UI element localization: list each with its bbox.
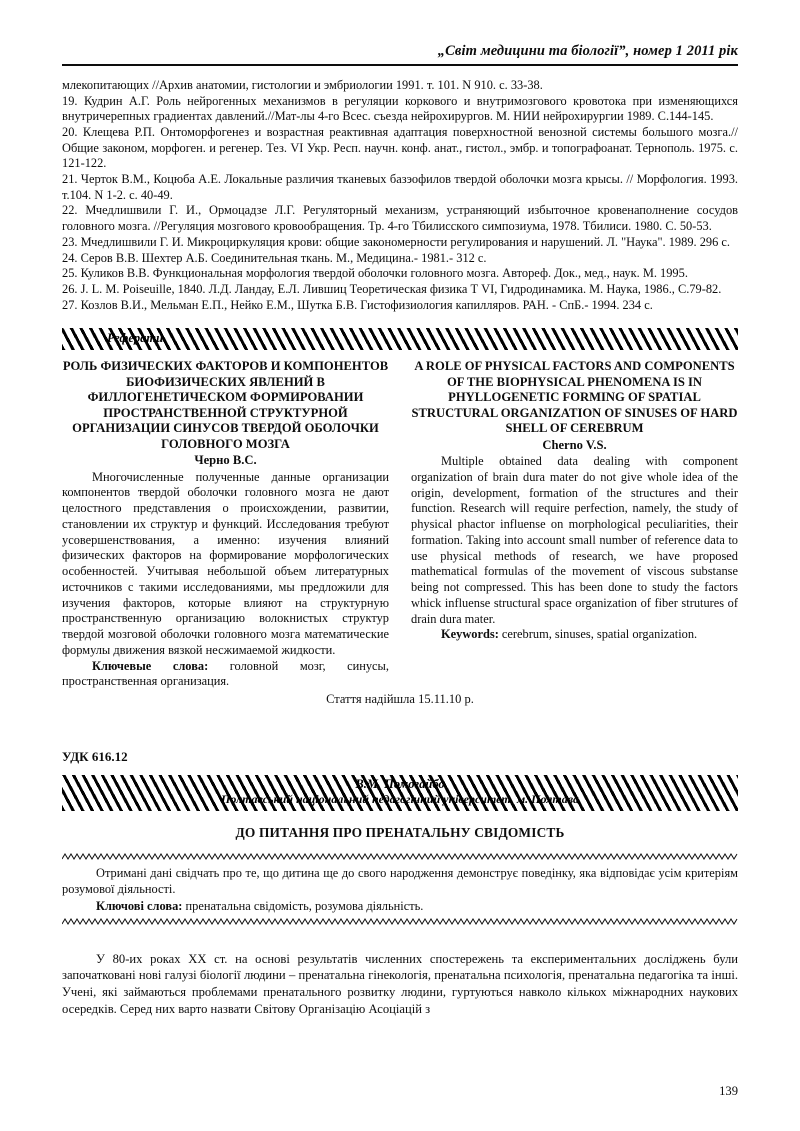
reference-item: 19. Кудрин А.Г. Роль нейрогенных механизмов в регуляции коркового и внутримозгового кровотока при изменяющихся внутричерепных градиентах давлений.//Мат-лы 4-го Всес. съезда нейрохирургов. М. НИИ нейрохирургии 1989. С.144-145. bbox=[62, 93, 738, 124]
article-author: В.М. Помогайбо bbox=[355, 777, 445, 792]
section-band-label: Реферати bbox=[107, 331, 164, 346]
running-head-rule bbox=[62, 64, 738, 66]
article-affiliation: Полтавський національний педагогічний університет, м. Полтава bbox=[221, 792, 579, 807]
article-keywords-label: Ключові слова: bbox=[96, 898, 183, 913]
abstract-author-ru: Черно В.С. bbox=[194, 453, 257, 468]
reference-item: 25. Куликов В.В. Функциональная морфология твердой оболочки головного мозга. Автореф. Док., мед., наук. М. 1995. bbox=[62, 266, 688, 281]
reference-item: млекопитающих //Архив анатомии, гистологии и эмбриологии 1991. т. 101. N 910. с. 33-38. bbox=[62, 77, 543, 92]
abstract-keywords-ru bbox=[62, 659, 389, 691]
abstract-keywords-label-en: Keywords: bbox=[441, 627, 499, 642]
article-keywords bbox=[62, 899, 738, 915]
section-band-abstracts bbox=[62, 328, 738, 350]
abstract-column-ru bbox=[62, 359, 389, 690]
abstract-keywords-value-en: cerebrum, sinuses, spatial organization. bbox=[498, 627, 698, 642]
article-abstract: Отримані дані свідчать про те, що дитина ще до свого народження демонструє поведінку, яка відповідає усім критеріям розумової діяльності. bbox=[62, 866, 738, 896]
abstract-column-en bbox=[411, 359, 738, 690]
abstract-keywords-value-ru: головной мозг, синусы, пространственная организация. bbox=[62, 658, 389, 689]
reference-item: 21. Черток В.М., Коцюба А.Е. Локальные различия тканевых базэофилов твердой оболочки мозга крысы. // Морфология. 1993. т.104. N 1-2. с. 40-49. bbox=[62, 172, 738, 202]
wavy-divider-top bbox=[62, 853, 738, 860]
abstract-body-en: Multiple obtained data dealing with component organization of brain dura mater do not give whole idea of the origin, development, formation of the structures and their function. Research will require perfection, namely, the study of physical phactor influense on morphological peculiarities, their formation. Taking into account small number of reference data to use physical methods of research, we have proposed mathematical formulas of the movement of viscous substanse being not compressed. This has been done to study the factors whick influense structural space organization of fiber strutures of drain dura mater. bbox=[411, 454, 738, 626]
abstract-keywords-en bbox=[411, 627, 738, 643]
article-keywords-value: пренатальна свідомість, розумова діяльність. bbox=[182, 898, 424, 913]
article-body-paragraph: У 80-их роках ХХ ст. на основі результатів численних спостережень та експериментальних досліджень були започатковані нові галузі біології людини – пренатальна гінекологія, пренатальна психологія, пренатальна педагогіка та інші. Учені, які займаються проблемами пренатального розвитку людини, гуртуються навколо кількох міжнародних наукових осередків. Серед них варто назвати Світову Організацію Асоціацій з bbox=[62, 951, 738, 1016]
abstract-author-en: Cherno V.S. bbox=[542, 437, 607, 452]
bilingual-abstract-block bbox=[62, 359, 738, 690]
abstract-keywords-label-ru: Ключевые слова: bbox=[92, 658, 209, 673]
reference-item: 24. Серов В.В. Шехтер А.Б. Соединительная ткань. М., Медицина.- 1981.- 312 с. bbox=[62, 250, 487, 265]
reference-item: 23. Мчедлишвили Г. И. Микроциркуляция крови: общие закономерности регулирования и нарушений. Л. "Наука". 1989. 296 с. bbox=[62, 234, 730, 249]
reference-list bbox=[62, 78, 738, 313]
abstract-title-en: A ROLE OF PHYSICAL FACTORS AND COMPONENTS OF THE BIOPHYSICAL PHENOMENA IS IN PHYLLOGENETIC FORMING OF SPATIAL STRUCTURAL ORGANIZATION OF SINUSES OF HARD SHELL OF CEREBRUM bbox=[411, 359, 738, 436]
reference-item: 26. J. L. M. Poiseuille, 1840. Л.Д. Ландау, Е.Л. Лившиц Теоретическая физика Т VI, Гидродинамика. М. Наука, 1986., С.79-82. bbox=[62, 281, 722, 296]
reference-item: 22. Мчедлишвили Г. И., Ормоцадзе Л.Г. Регуляторный механизм, устраняющий избыточное кровенаполнение сосудов головного мозга. //Регуляция мозгового кровообращения. Тр. 4-го Тбилисского симпозиума, 1978. Тбилиси. 1980. С. 50-53. bbox=[62, 203, 738, 234]
article-title: ДО ПИТАННЯ ПРО ПРЕНАТАЛЬНУ СВІДОМІСТЬ bbox=[235, 825, 565, 841]
abstract-title-ru: РОЛЬ ФИЗИЧЕСКИХ ФАКТОРОВ И КОМПОНЕНТОВ БИОФИЗИЧЕСКИХ ЯВЛЕНИЙ В ФИЛЛОГЕНЕТИЧЕСКОМ ФОРМИРОВАНИИ ПРОСТРАНСТВЕННОЙ СТРУКТУРНОЙ ОРГАНИЗАЦИИ СИНУСОВ ТВЕРДОЙ ОБОЛОЧКИ ГОЛОВНОГО МОЗГА bbox=[62, 359, 389, 451]
udc-code: УДК 616.12 bbox=[62, 749, 128, 765]
wavy-divider-bottom bbox=[62, 918, 738, 925]
reference-item: 20. Клещева Р.П. Онтоморфогенез и возрастная реактивная адаптация поверхностной венозной системы большого мозга.// Общие законом, морфоген. и регенер. Тез. VI Укр. Респ. научн. конф. анат., гистол., эмбр. и топографоанат. Тернополь. 1975. с. 121-122. bbox=[62, 125, 738, 171]
running-head: „Світ медицини та біології”, номер 1 2011 рік bbox=[437, 43, 738, 59]
reference-item: 27. Козлов В.И., Мельман Е.П., Нейко Е.М., Шутка Б.В. Гистофизиология капилляров. РАН. - СпБ.- 1994. 234 с. bbox=[62, 297, 653, 312]
page-number: 139 bbox=[719, 1084, 738, 1098]
abstract-body-ru: Многочисленные полученные данные организации компонентов твердой оболочки головного мозга не дают целостного представления о происхождении, развитии, становлении их структур и функций. Исследования требуют усовершенствования, а именно: изучения влияний физических факторов на формирование морфологических особенностей. Учитывая небольшой объем литературных источников с такими исследованиями, мы предложили для изучения факторов, которые влияют на структурную пространственную организацию волокнистых структур твердой мозговой оболочки головного мозга математические формулы движения вязкой несжимаемой жидкости. bbox=[62, 469, 389, 657]
submission-date-note: Стаття надійшла 15.11.10 р. bbox=[326, 692, 474, 707]
author-band bbox=[62, 775, 738, 811]
